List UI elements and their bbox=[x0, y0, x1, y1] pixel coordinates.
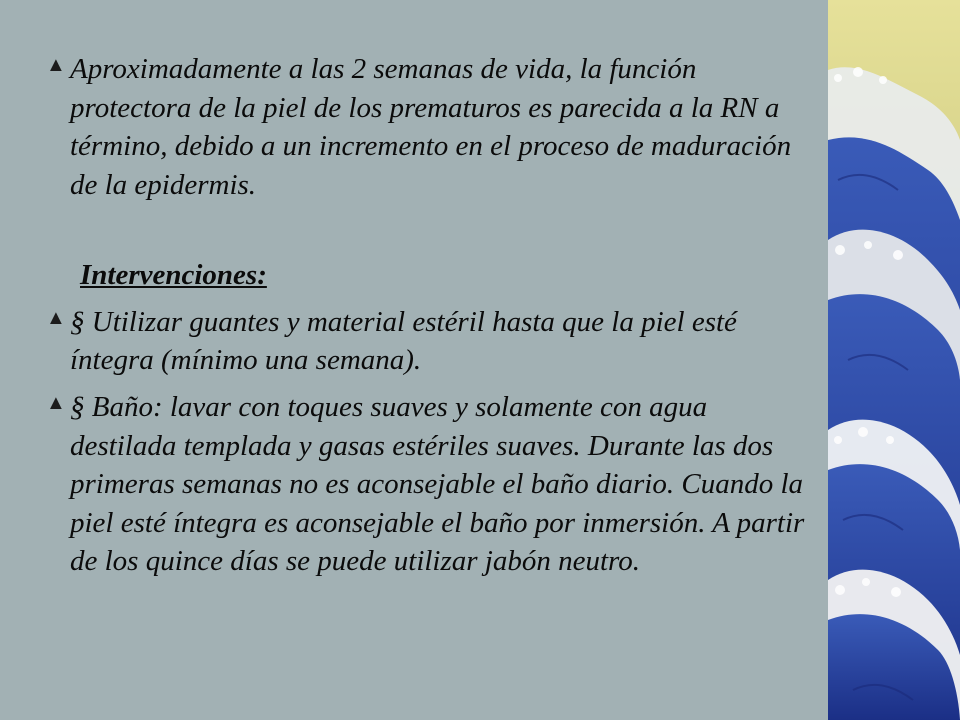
bullet-item bbox=[38, 388, 808, 581]
intro-text: Aproximadamente a las 2 semanas de vida, la función protectora de la piel de los prematuros es parecida a la RN a término, debido a un incremento en el proceso de maduración de la epidermis. bbox=[70, 53, 792, 201]
bullet-icon: ▲ bbox=[46, 391, 66, 414]
intro-paragraph bbox=[38, 50, 808, 204]
bullet-icon: ▲ bbox=[46, 306, 66, 329]
wave-illustration bbox=[828, 0, 960, 720]
bullet-text: § Utilizar guantes y material estéril hasta que la piel esté íntegra (mínimo una semana). bbox=[70, 305, 737, 377]
section-heading: Intervenciones: bbox=[80, 259, 267, 292]
bullet-item bbox=[38, 303, 808, 380]
bullet-text: § Baño: lavar con toques suaves y solamente con agua destilada templada y gasas estériles suaves. Durante las dos primeras semanas no es aconsejable el baño diario. Cuando la piel esté íntegra es aconsejable el baño por inmersión. A partir de los quince días se puede utilizar jabón neutro. bbox=[70, 390, 805, 578]
slide-body bbox=[38, 50, 808, 581]
bullet-icon: ▲ bbox=[46, 54, 66, 76]
